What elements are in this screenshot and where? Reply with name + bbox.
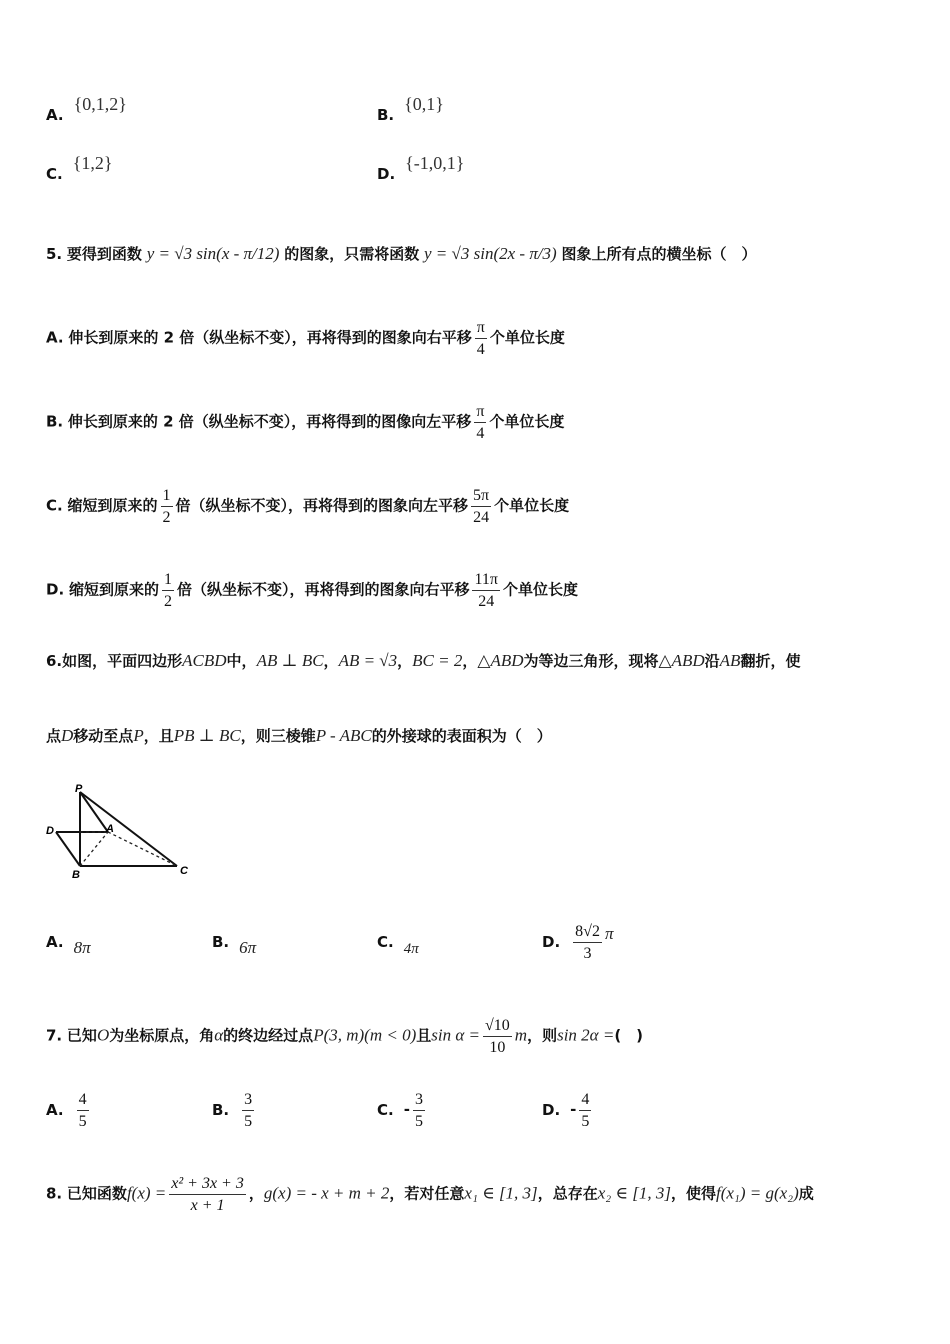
option-sign: - <box>570 1100 577 1119</box>
q8-text: 已知函数 <box>66 1184 127 1203</box>
q7-stem <box>46 1016 643 1057</box>
q6-text: 中， <box>226 652 257 670</box>
q6-math: AB ⊥ BC <box>256 651 324 670</box>
q6-math: AB <box>719 651 741 670</box>
fraction <box>413 1090 425 1131</box>
q7-text: ( ) <box>614 1026 644 1045</box>
denominator: 2 <box>163 593 172 610</box>
option-label: B. <box>46 412 64 431</box>
question-number: 7. <box>46 1026 63 1045</box>
option-label: D. <box>542 932 561 951</box>
option-value: {0,1,2} <box>73 94 127 114</box>
option-label: B. <box>377 106 395 124</box>
q7-text: 的终边经过点 <box>223 1026 314 1045</box>
q6-math: △ABD <box>477 651 524 670</box>
q8-text: ， <box>248 1184 264 1203</box>
q6-pyramid-figure <box>44 780 204 880</box>
option-text-mid: 倍（纵坐标不变），再将得到的图象向右平移 <box>176 580 470 599</box>
option-value: 8π <box>73 938 91 957</box>
option-text-end: 个单位长度 <box>494 496 570 515</box>
fraction <box>161 486 173 527</box>
option-label: A. <box>46 933 64 951</box>
option-sign: - <box>403 1100 410 1119</box>
option-value: 4π <box>403 941 419 957</box>
option-label: D. <box>542 1100 561 1119</box>
edge-pa <box>80 792 108 832</box>
q7-option-c <box>377 1090 428 1131</box>
fraction <box>242 1090 254 1131</box>
option-label: C. <box>377 1100 394 1119</box>
q6-option-a <box>46 932 91 957</box>
q8-text: ，使得 <box>670 1184 716 1203</box>
q7-math: m <box>514 1025 528 1045</box>
numerator: 1 <box>162 570 174 591</box>
option-label: A. <box>46 328 64 347</box>
q5-function-1: y = √3 sin(x - π/12) <box>146 244 280 263</box>
denominator: 4 <box>476 341 485 358</box>
question-number: 6. <box>46 652 63 670</box>
q6-text: 如图，平面四边形 <box>62 652 183 670</box>
q7-text: 为坐标原点，角 <box>109 1026 215 1045</box>
pi-suffix: π <box>604 923 614 943</box>
denominator: 5 <box>78 1113 87 1130</box>
option-text: 缩短到原来的 <box>68 580 159 599</box>
q6-math: BC = 2 <box>412 651 463 670</box>
q7-option-d <box>542 1090 594 1131</box>
label-a: A <box>106 823 114 835</box>
edge-pc <box>80 792 177 866</box>
numerator: 8√2 <box>573 922 602 943</box>
option-label: A. <box>46 106 64 124</box>
option-label: C. <box>377 933 394 951</box>
q5-option-d <box>46 570 578 611</box>
numerator: π <box>475 318 487 339</box>
numerator: 4 <box>77 1090 89 1111</box>
option-value: {1,2} <box>72 153 113 173</box>
q8-stem <box>46 1174 814 1215</box>
option-label: A. <box>46 1100 64 1119</box>
q6-text: 沿 <box>704 652 720 670</box>
numerator: 11π <box>472 570 499 591</box>
q4-option-b <box>377 94 444 125</box>
q7-option-a <box>46 1090 92 1131</box>
q6-text: ， <box>462 652 478 670</box>
q6-text: 翻折，使 <box>740 652 801 670</box>
fraction <box>475 318 487 359</box>
label-p: P <box>75 783 83 795</box>
q7-math: O <box>96 1025 110 1045</box>
q8-text: 成 <box>798 1184 814 1203</box>
denominator: 5 <box>244 1113 253 1130</box>
fraction <box>77 1090 89 1131</box>
q7-text: 且 <box>416 1026 432 1045</box>
q7-sin-lhs: sin α = <box>431 1025 480 1045</box>
q7-text: ，则 <box>527 1026 558 1045</box>
q4-option-a <box>46 94 127 125</box>
option-text-end: 个单位长度 <box>489 328 565 347</box>
option-text-mid: 倍（纵坐标不变），再将得到的图象向左平移 <box>175 496 469 515</box>
label-d: D <box>46 825 54 837</box>
fraction <box>472 570 499 611</box>
numerator: 3 <box>413 1090 425 1111</box>
q6-stem-line-2 <box>46 726 552 746</box>
q5-text-2: 的图象，只需将函数 <box>284 245 420 263</box>
fraction <box>579 1090 591 1131</box>
option-text-end: 个单位长度 <box>489 412 565 431</box>
fraction <box>471 486 491 527</box>
q5-stem <box>46 244 757 264</box>
q6-option-d <box>542 922 613 963</box>
numerator: 1 <box>161 486 173 507</box>
denominator: 24 <box>478 593 495 610</box>
fraction <box>169 1174 246 1215</box>
option-text: 伸长到原来的 2 倍（纵坐标不变），再将得到的图像向左平移 <box>67 412 472 431</box>
denominator: 3 <box>583 945 592 962</box>
option-label: C. <box>46 165 63 183</box>
fraction <box>162 570 174 611</box>
q6-stem-line-1 <box>46 651 800 671</box>
q8-text: ，若对任意 <box>389 1184 465 1203</box>
q4-option-d <box>377 153 465 184</box>
denominator: 2 <box>162 509 171 526</box>
q8-x1: x₁ ∈ [1, 3] <box>464 1183 538 1203</box>
numerator: 5π <box>471 486 491 507</box>
q5-option-b <box>46 402 564 443</box>
q6-option-c <box>377 932 419 957</box>
denominator: 5 <box>414 1113 423 1130</box>
q6-math: P - ABC <box>315 726 372 745</box>
edge-ac <box>108 832 177 866</box>
option-label: B. <box>212 933 230 951</box>
q8-text: ，总存在 <box>537 1184 598 1203</box>
q8-g: g(x) = - x + m + 2 <box>263 1183 390 1203</box>
q8-f-lhs: f(x) = <box>126 1183 167 1203</box>
q6-math: PB ⊥ BC <box>173 726 241 745</box>
label-b: B <box>72 869 80 880</box>
q8-x2: x₂ ∈ [1, 3] <box>597 1183 671 1203</box>
denominator: x + 1 <box>190 1197 225 1214</box>
option-value: {0,1} <box>404 94 444 114</box>
fraction <box>573 922 602 963</box>
numerator: π <box>474 402 486 423</box>
q7-option-b <box>212 1090 257 1131</box>
q6-math: ACBD <box>182 651 227 670</box>
q7-math: α <box>214 1025 224 1045</box>
option-label: C. <box>46 496 63 515</box>
q6-text: 的外接球的表面积为（ ） <box>371 727 552 745</box>
q6-math: D <box>61 726 74 745</box>
q6-option-b <box>212 932 257 957</box>
denominator: 4 <box>476 425 485 442</box>
q6-math: AB = √3 <box>338 651 398 670</box>
q6-math: △ABD <box>658 651 705 670</box>
numerator: 4 <box>579 1090 591 1111</box>
q7-point: P(3, m)(m < 0) <box>313 1025 417 1045</box>
denominator: 24 <box>473 509 490 526</box>
q5-text-3: 图象上所有点的横坐标（ ） <box>561 245 757 263</box>
q6-text: 移动至点 <box>73 727 134 745</box>
fraction <box>483 1016 512 1057</box>
q5-option-a <box>46 318 565 359</box>
question-number: 8. <box>46 1184 63 1203</box>
option-value: {-1,0,1} <box>405 153 465 173</box>
numerator: √10 <box>483 1016 512 1037</box>
question-number: 5. <box>46 245 63 263</box>
fraction <box>474 402 486 443</box>
q6-math: P <box>133 726 144 745</box>
denominator: 10 <box>489 1039 506 1056</box>
option-value: 6π <box>239 938 257 957</box>
option-text: 缩短到原来的 <box>67 496 158 515</box>
option-text: 伸长到原来的 2 倍（纵坐标不变），再将得到的图象向右平移 <box>68 328 472 347</box>
q6-text: ，则三棱锥 <box>240 727 316 745</box>
q4-option-c <box>46 153 113 184</box>
option-text-end: 个单位长度 <box>502 580 578 599</box>
q7-sin2: sin 2α = <box>557 1025 615 1045</box>
q5-function-2: y = √3 sin(2x - π/3) <box>424 244 557 263</box>
option-label: B. <box>212 1100 230 1119</box>
q5-option-c <box>46 486 569 527</box>
option-label: D. <box>377 165 396 183</box>
q5-text-1: 要得到函数 <box>66 245 142 263</box>
numerator: x² + 3x + 3 <box>169 1174 246 1195</box>
q6-text: 点 <box>46 727 62 745</box>
q6-text: ，且 <box>143 727 174 745</box>
label-c: C <box>180 865 188 877</box>
edge-ba <box>80 832 108 866</box>
denominator: 5 <box>581 1113 590 1130</box>
q8-eq: f(x₁) = g(x₂) <box>716 1183 799 1203</box>
q6-text: 为等边三角形，现将 <box>523 652 659 670</box>
option-label: D. <box>46 580 65 599</box>
q7-text: 已知 <box>66 1026 97 1045</box>
q6-text: ， <box>397 652 413 670</box>
q6-text: ， <box>323 652 339 670</box>
edge-db <box>56 832 80 866</box>
numerator: 3 <box>242 1090 254 1111</box>
